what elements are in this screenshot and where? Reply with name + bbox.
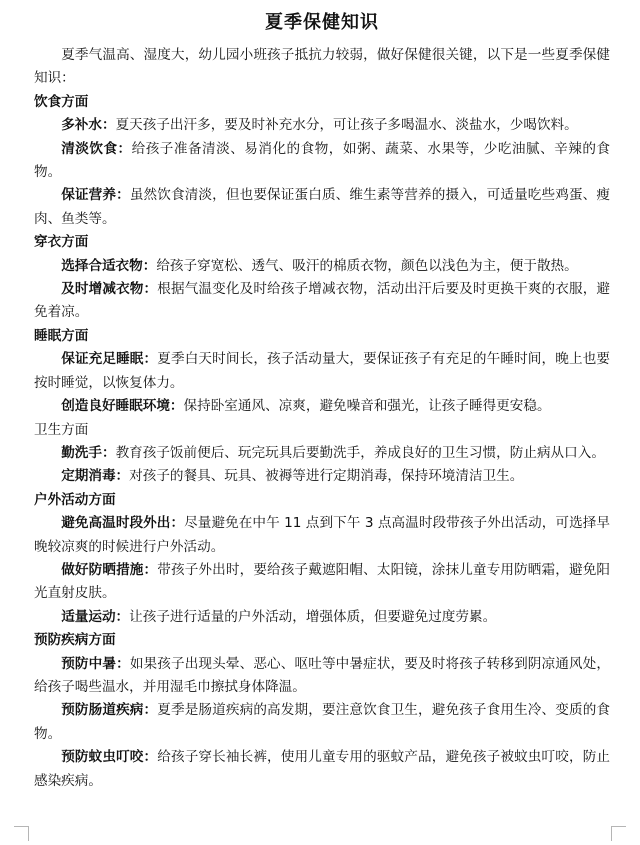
item-text: 根据气温变化及时给孩子增减衣物，活动出汗后要及时更换干爽的衣服，避免着凉。 xyxy=(34,281,611,321)
item-title: 预防肠道疾病： xyxy=(61,702,158,719)
item-title: 选择合适衣物： xyxy=(61,257,157,274)
item-title: 避免高温时段外出： xyxy=(61,515,185,532)
item-text: 夏季白天时间长，孩子活动量大，要保证孩子有充足的午睡时间，晚上也要按时睡觉，以恢复体力。 xyxy=(34,351,611,391)
item-title: 创造良好睡眠环境： xyxy=(61,398,184,415)
list-item xyxy=(34,442,610,465)
item-text: 虽然饮食清淡，但也要保证蛋白质、维生素等营养的摄入，可适量吃些鸡蛋、瘦肉、鱼类等。 xyxy=(34,187,611,227)
intro-paragraph: 夏季气温高、湿度大，幼儿园小班孩子抵抗力较弱，做好保健很关键，以下是一些夏季保健知识： xyxy=(34,47,610,87)
page-corner-mark-right xyxy=(611,826,626,841)
section-heading-sleep: 睡眠方面 xyxy=(34,327,89,344)
item-title: 预防中暑： xyxy=(61,655,130,672)
list-item xyxy=(34,348,610,395)
item-title: 多补水： xyxy=(61,117,116,134)
item-title: 做好防晒措施： xyxy=(61,561,158,578)
list-item xyxy=(34,395,610,418)
list-item xyxy=(34,465,610,488)
item-title: 保证营养： xyxy=(61,187,130,204)
item-text: 教育孩子饭前便后、玩完玩具后要勤洗手，养成良好的卫生习惯，防止病从口入。 xyxy=(115,444,605,461)
item-text: 给孩子穿长袖长裤，使用儿童专用的驱蚊产品，避免孩子被蚊虫叮咬，防止感染疾病。 xyxy=(34,749,611,789)
document-title: 夏季保健知识 xyxy=(265,12,379,33)
list-item xyxy=(34,278,610,325)
page-corner-mark-left xyxy=(14,826,29,841)
item-title: 及时增减衣物： xyxy=(61,281,158,298)
item-text: 给孩子穿宽松、透气、吸汗的棉质衣物，颜色以浅色为主，便于散热。 xyxy=(156,257,578,274)
item-text: 给孩子准备清淡、易消化的食物，如粥、蔬菜、水果等，少吃油腻、辛辣的食物。 xyxy=(34,140,611,181)
list-item xyxy=(34,255,610,278)
item-title: 清淡饮食： xyxy=(61,140,132,157)
list-item xyxy=(34,512,610,559)
item-title: 适量运动： xyxy=(61,608,130,625)
list-item xyxy=(34,184,610,231)
item-title: 预防蚊虫叮咬： xyxy=(61,749,158,766)
item-text: 让孩子进行适量的户外活动，增强体质，但要避免过度劳累。 xyxy=(129,608,497,625)
section-heading-hygiene: 卫生方面 xyxy=(34,421,89,438)
section-heading-disease-prevention: 预防疾病方面 xyxy=(34,632,116,649)
item-text: 尽量避免在中午 11 点到下午 3 点高温时段带孩子外出活动，可选择早晚较凉爽的时候进行户外活动。 xyxy=(34,515,611,555)
item-text: 夏天孩子出汗多，要及时补充水分，可让孩子多喝温水、淡盐水，少喝饮料。 xyxy=(115,117,578,134)
section-heading-clothing: 穿衣方面 xyxy=(34,234,89,251)
list-item xyxy=(34,114,610,137)
section-heading-outdoor: 户外活动方面 xyxy=(34,491,116,508)
item-text: 带孩子外出时，要给孩子戴遮阳帽、太阳镜，涂抹儿童专用防晒霜，避免阳光直射皮肤。 xyxy=(34,561,611,602)
item-title: 保证充足睡眠： xyxy=(61,351,158,368)
item-text: 对孩子的餐具、玩具、被褥等进行定期消毒，保持环境清洁卫生。 xyxy=(129,468,524,485)
item-text: 保持卧室通风、凉爽，避免噪音和强光，让孩子睡得更安稳。 xyxy=(183,398,551,415)
list-item xyxy=(34,653,610,700)
list-item xyxy=(34,699,610,746)
list-item xyxy=(34,606,610,629)
list-item xyxy=(34,746,610,793)
item-title: 勤洗手： xyxy=(61,444,116,461)
section-heading-diet: 饮食方面 xyxy=(34,93,89,110)
item-text: 夏季是肠道疾病的高发期，要注意饮食卫生，避免孩子食用生冷、变质的食物。 xyxy=(34,702,611,742)
list-item xyxy=(34,138,610,185)
item-title: 定期消毒： xyxy=(61,468,130,485)
item-text: 如果孩子出现头晕、恶心、呕吐等中暑症状，要及时将孩子转移到阴凉通风处，给孩子喝些温水，并用湿毛巾擦拭身体降温。 xyxy=(34,655,611,695)
list-item xyxy=(34,559,610,606)
